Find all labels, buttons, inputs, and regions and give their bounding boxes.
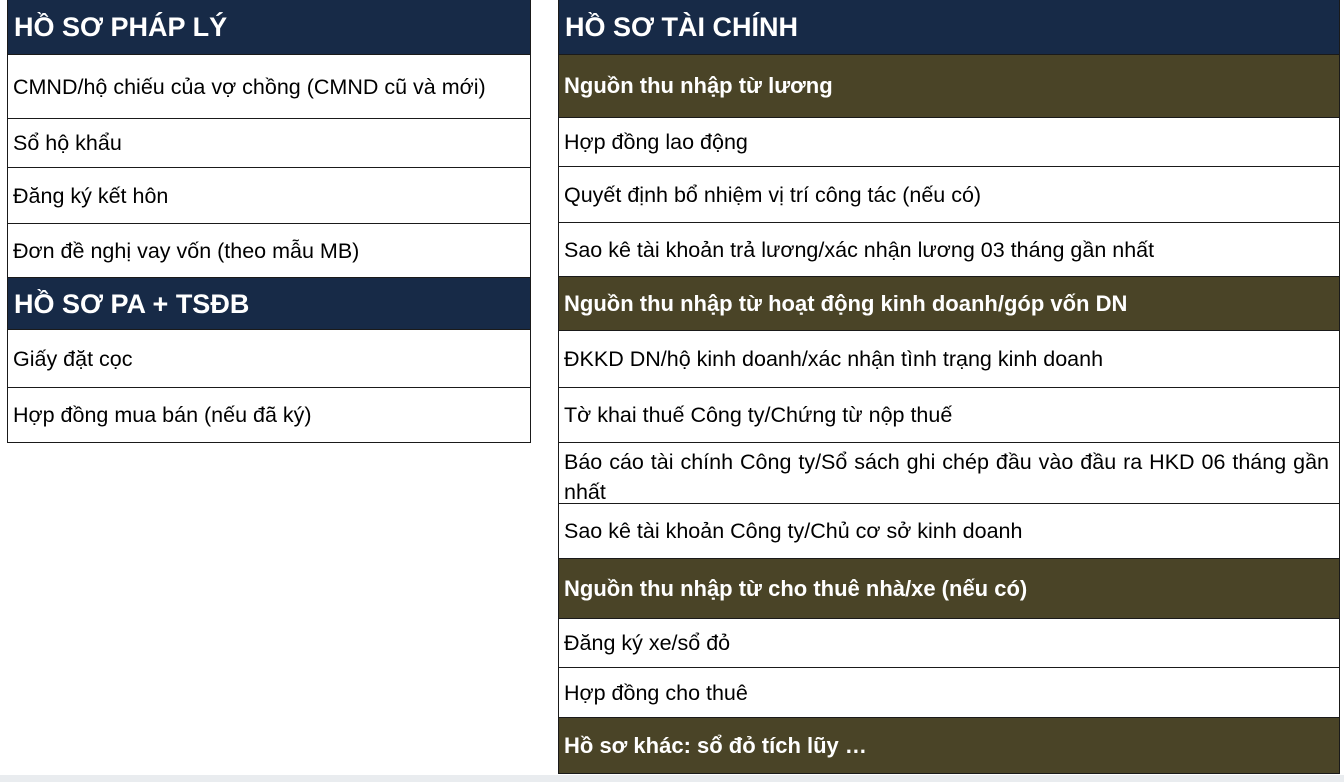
salary-item-appointment-decision: Quyết định bổ nhiệm vị trí công tác (nếu có) [559,166,1339,222]
bottom-edge [0,775,1344,782]
legal-item-marriage-registration: Đăng ký kết hôn [8,167,530,223]
salary-item-labor-contract: Hợp đồng lao động [559,117,1339,166]
financial-documents-table [558,0,1340,774]
legal-item-id-card: CMND/hộ chiếu của vợ chồng (CMND cũ và mới) [8,54,530,118]
pa-item-deposit-paper: Giấy đặt cọc [8,329,530,387]
pa-item-sale-contract: Hợp đồng mua bán (nếu đã ký) [8,387,530,442]
legal-item-loan-application: Đơn đề nghị vay vốn (theo mẫu MB) [8,223,530,277]
business-item-registration: ĐKKD DN/hộ kinh doanh/xác nhận tình trạng kinh doanh [559,330,1339,387]
rental-item-vehicle-land-registration: Đăng ký xe/sổ đỏ [559,618,1339,667]
legal-section-header: HỒ SƠ PHÁP LÝ [8,0,530,54]
business-income-subheader: Nguồn thu nhập từ hoạt động kinh doanh/góp vốn DN [559,276,1339,330]
legal-item-household-book: Sổ hộ khẩu [8,118,530,167]
salary-item-bank-statement: Sao kê tài khoản trả lương/xác nhận lương 03 tháng gần nhất [559,222,1339,276]
salary-income-subheader: Nguồn thu nhập từ lương [559,54,1339,117]
legal-documents-table [7,0,531,443]
business-item-tax-declaration: Tờ khai thuế Công ty/Chứng từ nộp thuế [559,387,1339,442]
business-item-company-statement: Sao kê tài khoản Công ty/Chủ cơ sở kinh doanh [559,503,1339,558]
pa-collateral-section-header: HỒ SƠ PA + TSĐB [8,277,530,329]
business-item-financial-report: Báo cáo tài chính Công ty/Sổ sách ghi chép đầu vào đầu ra HKD 06 tháng gần nhất [559,442,1339,503]
rental-income-subheader: Nguồn thu nhập từ cho thuê nhà/xe (nếu có) [559,558,1339,618]
finance-section-header: HỒ SƠ TÀI CHÍNH [559,0,1339,54]
rental-item-lease-contract: Hợp đồng cho thuê [559,667,1339,717]
other-documents-subheader: Hồ sơ khác: sổ đỏ tích lũy … [559,717,1339,773]
